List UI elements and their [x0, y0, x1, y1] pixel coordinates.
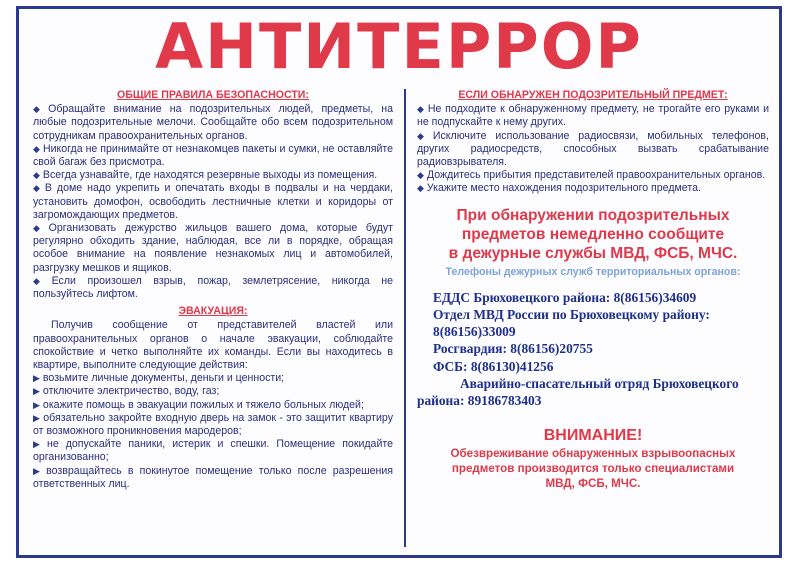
general-rule-item: ◆ В доме надо укрепить и опечатать входы в подвалы и на чердаки, установить домофон, освободить лестничные клетки и коридоры от загромождающих предметов.	[33, 182, 394, 221]
general-rule-item: ◆ Всегда узнавайте, где находятся резервные выходы из помещения.	[33, 169, 378, 182]
triangle-right-icon: ▶	[33, 386, 40, 397]
general-rule-item: ◆ Никогда не принимайте от незнакомцев пакеты и сумки, не оставляйте свой багаж без присмотра.	[33, 142, 393, 169]
phone-fsb: ФСБ: 8(86130)41256	[433, 358, 554, 374]
column-divider	[404, 89, 406, 547]
phones-heading: Телефоны дежурных служб территориальных органов:	[445, 265, 741, 278]
phone-rescue: Аварийно-спасательный отряд Брюховецкого	[460, 375, 739, 391]
diamond-icon: ◆	[33, 275, 49, 286]
phone-edds: ЕДДС Брюховецкого района: 8(86156)34609	[433, 289, 697, 305]
evacuation-item: ▶ не допускайте паники, истерик и спешки. Помещение покидайте организованно;	[33, 438, 393, 464]
warning-line: предметов производится только специалистами	[451, 462, 735, 476]
evacuation-item: ▶ окажите помощь в эвакуации пожилых и тяжело больных людей;	[33, 398, 364, 411]
diamond-icon: ◆	[417, 130, 430, 141]
phone-rosgvardia: Росгвардия: 8(86156)20755	[433, 341, 593, 357]
phone-omvd-number: 8(86156)33009	[433, 324, 516, 340]
diamond-icon: ◆	[417, 104, 425, 115]
general-rule-item: ◆ Обращайте внимание на подозрительных людей, предметы, на любые подозрительные мелочи. Сообщайте обо всем подозрительном сотрудникам правоохранительных органов.	[33, 103, 393, 142]
suspicious-item-rule: ◆ Исключите использование радиосвязи, мобильных телефонов, других радиосредств, способных вызвать срабатывание радиовзрывателя.	[417, 129, 769, 169]
warning-line: Обезвреживание обнаруженных взрывоопасных	[450, 447, 736, 461]
report-alert-line: При обнаружении подозрительных	[456, 206, 730, 224]
report-alert-line: в дежурные службы МВД, ФСБ, МЧС.	[448, 244, 738, 262]
warning-text	[417, 446, 769, 491]
diamond-icon: ◆	[417, 183, 424, 194]
triangle-right-icon: ▶	[33, 399, 40, 410]
suspicious-item-rule: ◆ Дождитесь прибытия представителей правоохранительных органов.	[417, 169, 766, 182]
warning-line: МВД, ФСБ, МЧС.	[545, 477, 641, 491]
poster-title: АНТИТЕРРОР	[155, 10, 643, 83]
diamond-icon: ◆	[33, 183, 42, 194]
evacuation-heading: ЭВАКУАЦИЯ:	[178, 305, 248, 318]
right-column	[417, 89, 769, 491]
triangle-right-icon: ▶	[33, 439, 44, 450]
diamond-icon: ◆	[33, 170, 40, 181]
warning-heading: ВНИМАНИЕ!	[543, 427, 643, 445]
suspicious-item-rule: ◆ Укажите место нахождения подозрительного предмета.	[417, 182, 701, 195]
general-rule-item: ◆ Организовать дежурство жильцов вашего дома, которые будут регулярно обходить здание, наблюдая, все ли в порядке, обращая особое внимание на появление незнакомых лиц и автомобилей, разгрузку мешков и ящиков.	[33, 222, 393, 274]
diamond-icon: ◆	[417, 170, 424, 181]
evacuation-item: ▶ обязательно закройте входную дверь на замок - это защитит квартиру от возможного проникновения мародеров;	[33, 411, 393, 438]
evacuation-intro: Получив сообщение от представителей властей или правоохранительных органов о начале эвакуации, соблюдайте спокойствие и четко выполняйте их команды. Если вы находитесь в квартире, выполните следующие действия:	[33, 319, 393, 372]
diamond-icon: ◆	[33, 104, 46, 115]
diamond-icon: ◆	[33, 223, 46, 234]
report-alert	[417, 206, 769, 263]
general-rule-item: ◆ Если произошел взрыв, пожар, землетрясение, никогда не пользуйтесь лифтом.	[33, 274, 394, 301]
antiterror-poster	[16, 6, 782, 558]
report-alert-line: предметов немедленно сообщите	[461, 225, 725, 243]
evacuation-item: ▶ возвращайтесь в покинутое помещение только после разрешения ответственных лиц.	[33, 464, 393, 490]
evacuation-item: ▶ возьмите личные документы, деньги и ценности;	[33, 372, 285, 385]
phone-omvd: Отдел МВД России по Брюховецкому району:	[433, 307, 710, 323]
phone-list	[417, 289, 769, 409]
evacuation-item: ▶ отключите электричество, воду, газ;	[33, 385, 220, 398]
triangle-right-icon: ▶	[33, 412, 41, 423]
suspicious-item-heading: ЕСЛИ ОБНАРУЖЕН ПОДОЗРИТЕЛЬНЫЙ ПРЕДМЕТ:	[458, 89, 728, 101]
phone-rescue-number: района: 89186783403	[417, 393, 542, 409]
left-column	[33, 89, 393, 491]
triangle-right-icon: ▶	[33, 465, 44, 476]
suspicious-item-rule: ◆ Не подходите к обнаруженному предмету, не трогайте его руками и не подпускайте к нему других.	[417, 103, 769, 129]
general-rules-heading: ОБЩИЕ ПРАВИЛА БЕЗОПАСНОСТИ:	[117, 89, 309, 101]
triangle-right-icon: ▶	[33, 373, 40, 384]
diamond-icon: ◆	[33, 143, 40, 154]
